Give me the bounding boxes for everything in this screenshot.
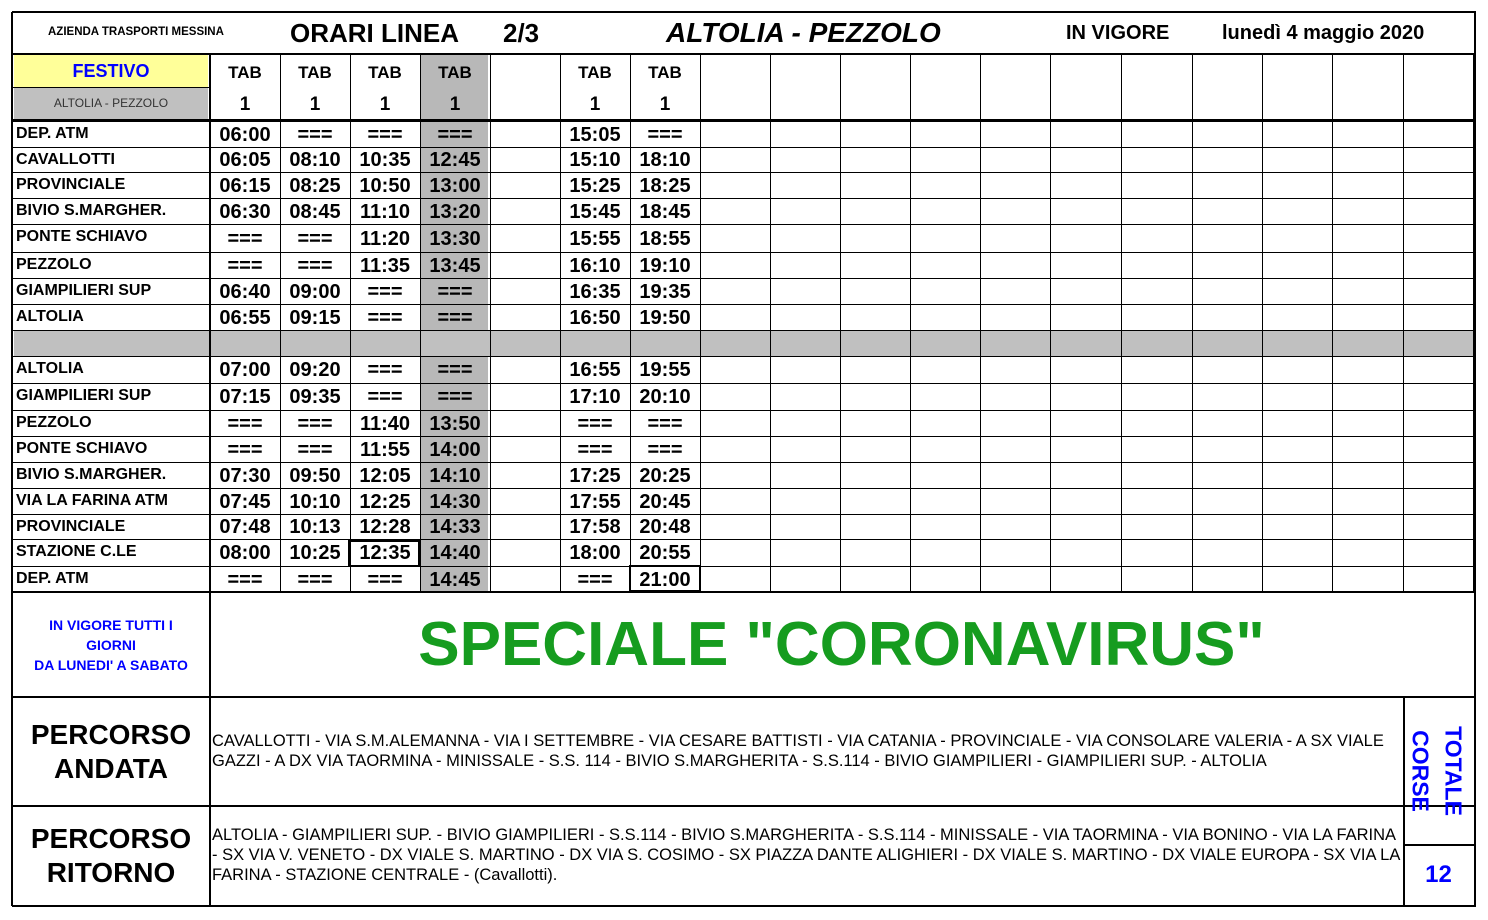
inbound-time-cell: === <box>577 412 613 435</box>
inbound-stop-name: PEZZOLO <box>16 414 92 431</box>
outbound-time-cell: 12:45 <box>429 149 481 171</box>
inbound-time-cell: 07:00 <box>219 359 271 381</box>
inbound-stop-name: BIVIO S.MARGHER. <box>16 466 167 483</box>
outbound-time-cell: === <box>297 123 333 146</box>
outbound-time-cell: === <box>367 280 403 303</box>
totals-label-1: TOTALE <box>1440 726 1467 816</box>
column-header-number: 1 <box>379 93 391 115</box>
column-header-number <box>490 90 560 118</box>
totals-value: 12 <box>1425 861 1452 888</box>
inbound-time-cell: 11:40 <box>359 412 411 435</box>
inbound-time-cell: === <box>297 438 333 461</box>
outbound-time-cell <box>490 253 560 279</box>
column-header-number: 1 <box>309 93 321 115</box>
inbound-time-cell: 09:20 <box>289 359 341 381</box>
outbound-stop-name: PEZZOLO <box>16 256 92 273</box>
outbound-stop-name: PONTE SCHIAVO <box>16 228 148 245</box>
outbound-time-cell: 06:30 <box>219 200 271 223</box>
inbound-time-cell: 14:00 <box>429 438 481 461</box>
inbound-time-cell: === <box>297 412 333 435</box>
outbound-time-cell: === <box>297 227 333 250</box>
column-header-tab: TAB <box>578 62 612 82</box>
inbound-stop-name: STAZIONE C.LE <box>16 543 137 560</box>
inbound-time-cell <box>490 357 560 384</box>
inbound-time-cell: === <box>227 438 263 461</box>
outbound-time-cell: 06:40 <box>219 280 271 303</box>
outbound-time-cell: 08:45 <box>289 200 341 223</box>
outbound-stop-name: DEP. ATM <box>16 125 89 142</box>
outbound-time-cell <box>490 279 560 305</box>
highlight-box-dep <box>629 565 701 592</box>
outbound-time-cell: 16:50 <box>569 306 621 329</box>
outbound-time-cell: 09:00 <box>289 280 341 303</box>
outbound-time-cell: 15:25 <box>569 174 621 197</box>
inbound-time-cell: === <box>647 438 683 461</box>
outbound-time-cell: 16:35 <box>569 280 621 303</box>
inbound-time-cell: === <box>437 359 473 381</box>
inbound-time-cell: 09:35 <box>289 386 341 408</box>
inbound-time-cell <box>490 540 560 567</box>
validity-note-3: DA LUNEDI' A SABATO <box>34 657 188 673</box>
route-outbound-label-2: ANDATA <box>53 753 169 784</box>
outbound-time-cell: 06:05 <box>219 149 271 171</box>
direction-label: ALTOLIA - PEZZOLO <box>53 96 169 110</box>
in-force-label: IN VIGORE <box>1066 22 1170 44</box>
outbound-time-cell: 10:50 <box>359 174 411 197</box>
outbound-time-cell: 15:10 <box>569 149 621 171</box>
outbound-stop-name: BIVIO S.MARGHER. <box>16 202 167 219</box>
outbound-time-cell: 19:35 <box>639 280 691 303</box>
outbound-time-cell: 13:45 <box>429 254 481 277</box>
inbound-time-cell: 17:25 <box>569 464 621 487</box>
outbound-time-cell: 13:20 <box>429 200 481 223</box>
inbound-time-cell: 20:10 <box>639 386 691 408</box>
outbound-time-cell: 06:15 <box>219 174 271 197</box>
outbound-time-cell: 15:45 <box>569 200 621 223</box>
inbound-time-cell: 07:48 <box>219 516 271 538</box>
outbound-time-cell: === <box>437 280 473 303</box>
inbound-time-cell: === <box>577 568 613 591</box>
page-title: ORARI LINEA <box>290 18 459 48</box>
inbound-time-cell: 17:58 <box>569 516 621 538</box>
inbound-time-cell <box>490 437 560 463</box>
inbound-time-cell <box>490 489 560 515</box>
inbound-time-cell: === <box>367 386 403 408</box>
inbound-time-cell: === <box>577 438 613 461</box>
inbound-time-cell: 20:25 <box>639 464 691 487</box>
outbound-stop-name: GIAMPILIERI SUP <box>16 282 152 299</box>
outbound-time-cell: === <box>647 123 683 146</box>
route-return-label-1: PERCORSO <box>30 823 192 854</box>
route-return-text: ALTOLIA - GIAMPILIERI SUP. - BIVIO GIAMPILIERI - S.S.114 - BIVIO S.MARGHERITA - S.S.114 - MINISSALE - VIA TAORMINA - VIA BONINO - VIA LA FARINA - SX VIA V. VENETO - DX VIALE S. MARTINO - DX VIA S. COSIMO - SX PIAZZA DANTE ALIGHIERI - DX VIALE S. MARTINO - DX VIALE EUROPA - SX VIA LA FARINA - STAZIONE CENTRALE - (Cavallotti). <box>212 826 1400 884</box>
outbound-time-cell: 10:35 <box>359 149 411 171</box>
inbound-time-cell: 17:55 <box>569 490 621 513</box>
column-header-number: 1 <box>659 93 671 115</box>
inbound-time-cell: 20:48 <box>639 516 691 538</box>
inbound-stop-name: DEP. ATM <box>16 570 89 587</box>
inbound-time-cell: 20:45 <box>639 490 691 513</box>
inbound-time-cell: === <box>367 568 403 591</box>
route-outbound-label-1: PERCORSO <box>30 719 192 750</box>
outbound-time-cell: 18:25 <box>639 174 691 197</box>
outbound-time-cell: === <box>227 254 263 277</box>
totals-label-2: CORSE <box>1407 730 1434 812</box>
inbound-time-cell: 12:05 <box>359 464 411 487</box>
outbound-time-cell: 19:10 <box>639 254 691 277</box>
inbound-time-cell: === <box>367 359 403 381</box>
column-header-number: 1 <box>589 93 601 115</box>
outbound-time-cell: 08:10 <box>289 149 341 171</box>
outbound-stop-name: CAVALLOTTI <box>16 151 115 168</box>
highlight-box-stazione <box>348 540 420 567</box>
inbound-time-cell <box>490 411 560 437</box>
outbound-time-cell: 19:50 <box>639 306 691 329</box>
inbound-time-cell: 12:35 <box>359 542 411 564</box>
outbound-time-cell <box>490 173 560 199</box>
inbound-stop-name: PONTE SCHIAVO <box>16 440 148 457</box>
outbound-time-cell: 11:20 <box>359 227 411 250</box>
inbound-time-cell: 19:55 <box>639 359 691 381</box>
outbound-time-cell: === <box>367 306 403 329</box>
column-header-number: 1 <box>449 93 461 115</box>
outbound-time-cell: 06:55 <box>219 306 271 329</box>
outbound-time-cell: 18:55 <box>639 227 691 250</box>
inbound-time-cell: 14:45 <box>429 568 481 591</box>
outbound-time-cell: === <box>437 123 473 146</box>
inbound-time-cell: 17:10 <box>569 386 621 408</box>
inbound-time-cell: 07:15 <box>219 386 271 408</box>
outbound-time-cell: === <box>367 123 403 146</box>
inbound-time-cell: 07:45 <box>219 490 271 513</box>
special-banner: SPECIALE "CORONAVIRUS" <box>418 610 1265 679</box>
column-header-tab <box>490 58 560 86</box>
outbound-time-cell <box>490 148 560 173</box>
outbound-time-cell <box>490 225 560 253</box>
column-header-tab: TAB <box>648 62 682 82</box>
outbound-stop-name: ALTOLIA <box>16 308 84 325</box>
route-return-label-2: RITORNO <box>46 857 176 888</box>
day-type-label: FESTIVO <box>72 61 150 81</box>
outbound-time-cell: 11:10 <box>359 200 411 223</box>
outbound-time-cell: 15:05 <box>569 123 621 146</box>
validity-note-1: IN VIGORE TUTTI I <box>49 617 173 633</box>
outbound-time-cell <box>490 122 560 148</box>
route-name: ALTOLIA - PEZZOLO <box>666 17 941 48</box>
inbound-stop-name: PROVINCIALE <box>16 518 126 535</box>
outbound-time-cell: 08:25 <box>289 174 341 197</box>
outbound-time-cell: 16:10 <box>569 254 621 277</box>
inbound-time-cell: 10:13 <box>289 516 341 538</box>
inbound-time-cell: 14:30 <box>429 490 481 513</box>
column-header-tab: TAB <box>298 62 332 82</box>
inbound-time-cell: 13:50 <box>429 412 481 435</box>
outbound-time-cell <box>490 199 560 225</box>
inbound-time-cell: === <box>227 412 263 435</box>
inbound-time-cell: === <box>297 568 333 591</box>
inbound-time-cell <box>490 567 560 593</box>
outbound-time-cell: === <box>297 254 333 277</box>
inbound-time-cell <box>490 515 560 540</box>
line-number: 2/3 <box>503 18 540 48</box>
outbound-stop-name: PROVINCIALE <box>16 176 126 193</box>
outbound-time-cell: 11:35 <box>359 254 411 277</box>
inbound-time-cell: 21:00 <box>639 568 691 591</box>
outbound-time-cell: 18:45 <box>639 200 691 223</box>
column-header-tab: TAB <box>368 62 402 82</box>
inbound-time-cell: 12:28 <box>359 516 411 538</box>
inbound-time-cell: 09:50 <box>289 464 341 487</box>
inbound-time-cell: === <box>227 568 263 591</box>
inbound-time-cell: 07:30 <box>219 464 271 487</box>
inbound-time-cell: 18:00 <box>569 542 621 564</box>
column-header-tab: TAB <box>228 62 262 82</box>
inbound-stop-name: GIAMPILIERI SUP <box>16 387 152 404</box>
inbound-time-cell: 14:40 <box>429 542 481 564</box>
outbound-time-cell: 13:00 <box>429 174 481 197</box>
outbound-time-cell: === <box>437 306 473 329</box>
column-header-tab: TAB <box>438 62 472 82</box>
inbound-time-cell: 14:33 <box>429 516 481 538</box>
inbound-time-cell: 14:10 <box>429 464 481 487</box>
outbound-time-cell: 18:10 <box>639 149 691 171</box>
inbound-stop-name: ALTOLIA <box>16 360 84 377</box>
validity-note-2: GIORNI <box>86 637 136 653</box>
inbound-time-cell <box>490 384 560 411</box>
inbound-time-cell: 10:10 <box>289 490 341 513</box>
column-header-number: 1 <box>239 93 251 115</box>
inbound-time-cell: 08:00 <box>219 542 271 564</box>
route-outbound-text: CAVALLOTTI - VIA S.M.ALEMANNA - VIA I SETTEMBRE - VIA CESARE BATTISTI - VIA CATANIA - PROVINCIALE - VIA CONSOLARE VALERIA - A SX VIALE GAZZI - A DX VIA TAORMINA - MINISSALE - S.S. 114 - BIVIO S.MARGHERITA - S.S.114 - BIVIO GIAMPILIERI - GIAMPILIERI SUP. - ALTOLIA <box>212 732 1384 770</box>
section-separator <box>14 330 1474 356</box>
outbound-time-cell <box>490 305 560 331</box>
inbound-time-cell: 11:55 <box>359 438 411 461</box>
inbound-time-cell: 10:25 <box>289 542 341 564</box>
inbound-time-cell <box>490 463 560 489</box>
outbound-time-cell: 06:00 <box>219 123 271 146</box>
inbound-time-cell: === <box>647 412 683 435</box>
effective-date: lunedì 4 maggio 2020 <box>1222 22 1425 44</box>
inbound-stop-name: VIA LA FARINA ATM <box>16 492 168 509</box>
company-name: AZIENDA TRASPORTI MESSINA <box>48 26 224 38</box>
inbound-time-cell: 12:25 <box>359 490 411 513</box>
inbound-time-cell: === <box>437 386 473 408</box>
inbound-time-cell: 16:55 <box>569 359 621 381</box>
outbound-time-cell: === <box>227 227 263 250</box>
inbound-time-cell: 20:55 <box>639 542 691 564</box>
outbound-time-cell: 13:30 <box>429 227 481 250</box>
outbound-time-cell: 15:55 <box>569 227 621 250</box>
outbound-time-cell: 09:15 <box>289 306 341 329</box>
